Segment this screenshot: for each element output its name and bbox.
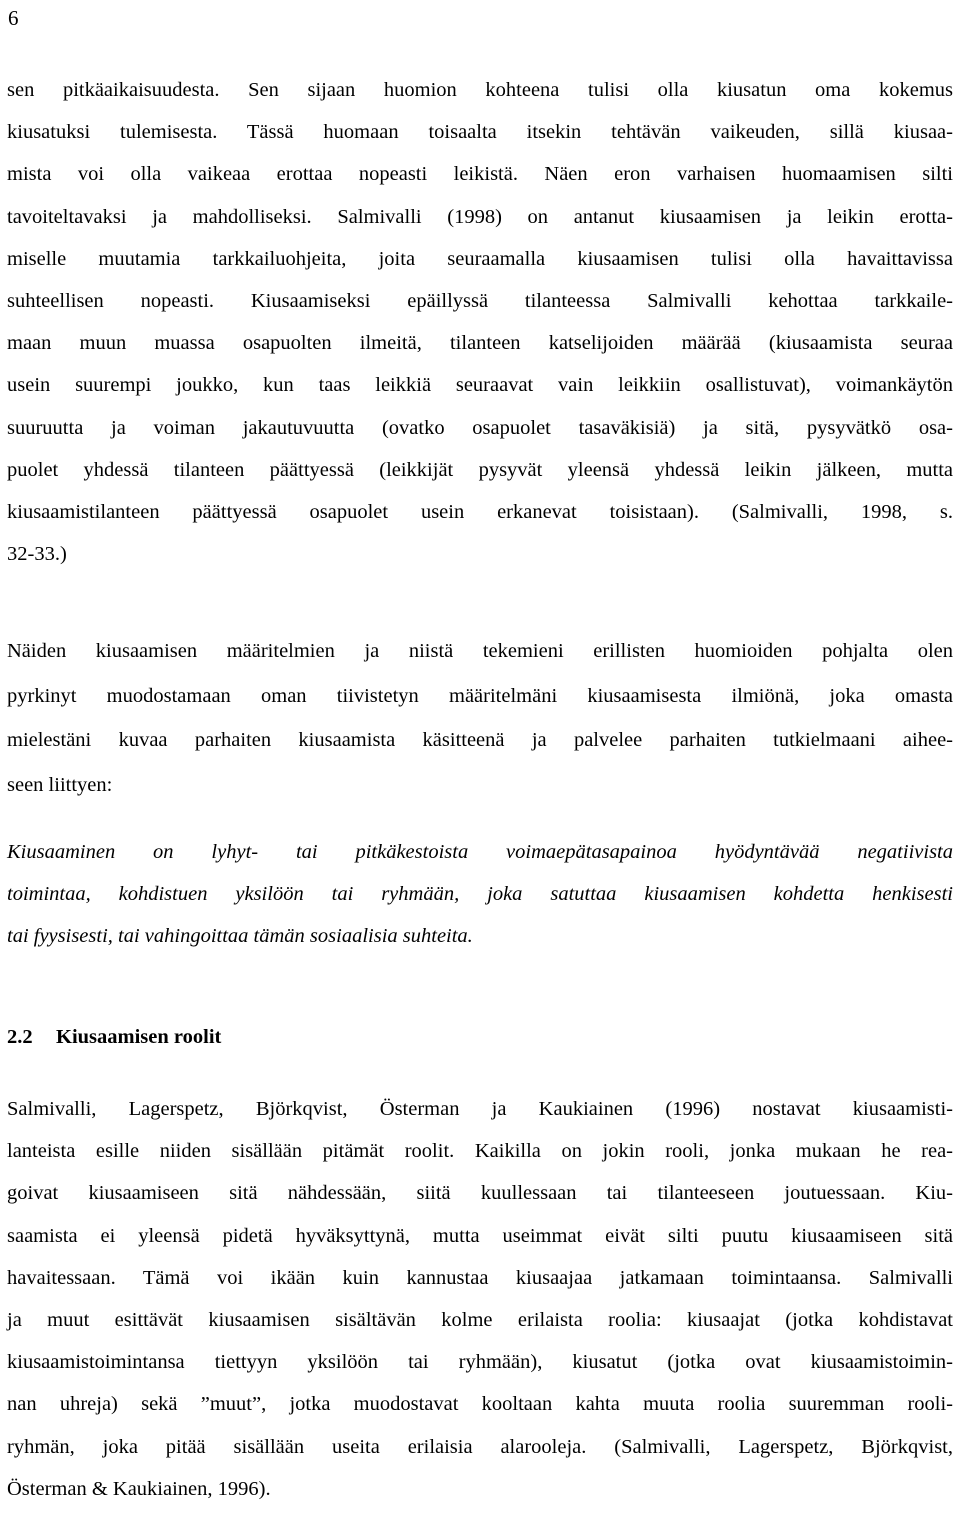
text-line: Kiusaaminen on lyhyt- tai pitkäkestoista voimaepätasapainoa hyödyntävää negatiivista [7,841,953,863]
text-line: Österman & Kaukiainen, 1996). [7,1477,271,1500]
text-line: kiusaamistilanteen päättyessä osapuolet usein erkanevat toisistaan). (Salmivalli, 1998, s. [7,501,953,524]
text-line: tavoiteltavaksi ja mahdolliseksi. Salmivalli (1998) on antanut kiusaamisen ja leikin erotta- [7,205,953,228]
text-line: puolet yhdessä tilanteen päättyessä (leikkijät pysyvät yleensä yhdessä leikin jälkeen, mutta [7,458,953,481]
text-line: suuruutta ja voiman jakautuvuutta (ovatko osapuolet tasaväkisiä) ja sitä, pysyvätkö osa- [7,416,953,439]
text-line: maan muun muassa osapuolten ilmeitä, tilanteen katselijoiden määrää (kiusaamista seuraa [7,332,953,355]
bullying-definition [7,831,953,957]
text-line: seen liittyen: [7,773,113,796]
section-number: 2.2 [7,1026,33,1048]
text-line: mista voi olla vaikeaa erottaa nopeasti leikistä. Näen eron varhaisen huomaamisen silti [7,163,953,186]
text-line: suhteellisen nopeasti. Kiusaamiseksi epäillyssä tilanteessa Salmivalli kehottaa tarkkaile- [7,290,953,313]
paragraph-definition-intro [7,629,953,807]
text-line: Salmivalli, Lagerspetz, Björkqvist, Österman ja Kaukiainen (1996) nostavat kiusaamisti- [7,1098,953,1120]
section-title: Kiusaamisen roolit [56,1026,222,1048]
text-line: kiusatuksi tulemisesta. Tässä huomaan toisaalta itsekin tehtävän vaikeuden, sillä kiusaa- [7,121,953,144]
text-line: tai fyysisesti, tai vahingoittaa tämän sosiaalisia suhteita. [7,925,473,947]
text-line: Näiden kiusaamisen määritelmien ja niistä tekemieni erillisten huomioiden pohjalta olen [7,640,953,662]
paragraph-salmivalli-observation [7,69,953,575]
paragraph-roles [7,1088,953,1510]
text-line: pyrkinyt muodostamaan oman tiivistetyn määritelmäni kiusaamisesta ilmiönä, joka omasta [7,684,953,707]
text-line: saamista ei yleensä pidetä hyväksyttynä, mutta useimmat eivät silti puutu kiusaamiseen sitä [7,1224,953,1247]
text-line: 32-33.) [7,543,67,566]
text-line: lanteista esille niiden sisällään pitämät roolit. Kaikilla on jokin rooli, jonka mukaan he rea- [7,1140,953,1163]
text-line: goivat kiusaamiseen sitä nähdessään, siitä kuullessaan tai tilanteeseen joutuessaan. Kiu- [7,1182,953,1205]
text-line: mielestäni kuvaa parhaiten kiusaamista käsitteenä ja palvelee parhaiten tutkielmaani aihee- [7,729,953,751]
text-line: miselle muutamia tarkkailuohjeita, joita seuraamalla kiusaamisen tulisi olla havaittavissa [7,247,953,270]
text-line: ja muut esittävät kiusaamisen sisältävän kolme erilaista roolia: kiusaajat (jotka kohdistavat [7,1309,953,1332]
text-line: kiusaamistoimintansa tiettyyn yksilöön tai ryhmään), kiusatut (jotka ovat kiusaamistoimin- [7,1351,953,1374]
text-line: havaitessaan. Tämä voi ikään kuin kannustaa kiusaajaa jatkamaan toimintaansa. Salmivalli [7,1266,953,1289]
page-number: 6 [8,6,19,30]
text-line: ryhmän, joka pitää sisällään useita erilaisia alarooleja. (Salmivalli, Lagerspetz, Björkqvist, [7,1435,953,1458]
text-line: usein suurempi joukko, kun taas leikkiä seuraavat vain leikkiin osallistuvat), voimankäytön [7,374,953,397]
text-line: toimintaa, kohdistuen yksilöön tai ryhmään, joka satuttaa kiusaamisen kohdetta henkisesti [7,883,953,905]
text-line: sen pitkäaikaisuudesta. Sen sijaan huomion kohteena tulisi olla kiusatun oma kokemus [7,79,953,101]
section-heading [7,1019,221,1055]
text-line: nan uhreja) sekä ”muut”, jotka muodostavat kooltaan kahta muuta roolia suuremman rooli- [7,1393,953,1416]
